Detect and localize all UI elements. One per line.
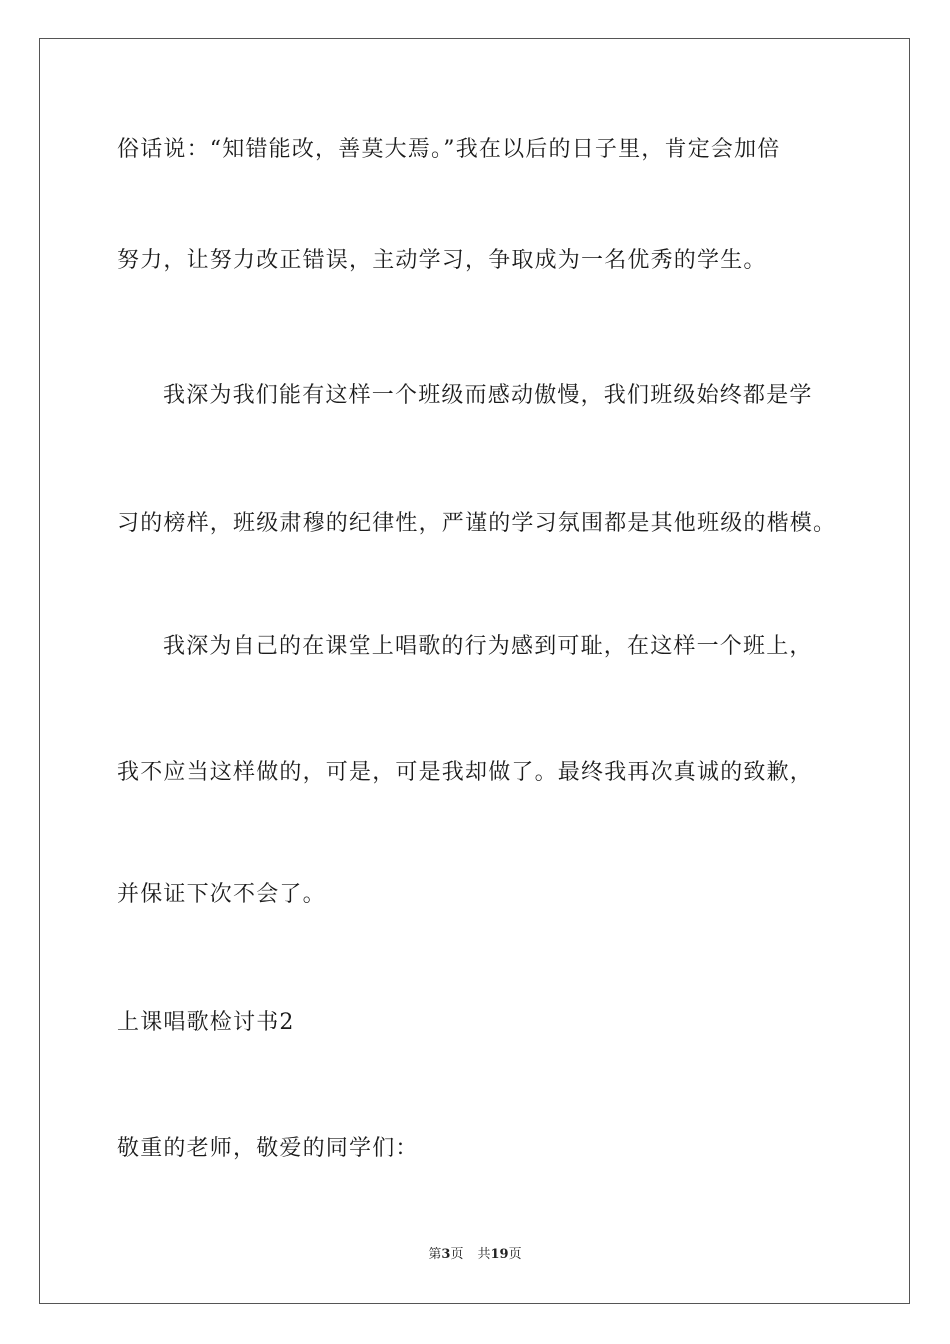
page-border — [39, 38, 910, 1304]
total-pages: 19 — [490, 1247, 509, 1262]
page-footer — [0, 1246, 950, 1264]
body-text-line-2: 努力，让努力改正错误，主动学习，争取成为一名优秀的学生。 — [117, 248, 767, 273]
page-prefix: 第 — [428, 1247, 442, 1262]
body-text-line-1: 俗话说：“知错能改，善莫大焉。”我在以后的日子里，肯定会加倍 — [117, 137, 781, 162]
body-text-line-4: 习的榜样，班级肃穆的纪律性，严谨的学习氛围都是其他班级的楷模。 — [117, 511, 837, 536]
page-number: 3 — [441, 1247, 451, 1262]
body-text-line-3: 我深为我们能有这样一个班级而感动傲慢，我们班级始终都是学 — [163, 383, 813, 408]
body-text-line-7: 并保证下次不会了。 — [117, 882, 326, 907]
page-suffix: 页 — [450, 1247, 464, 1262]
total-prefix: 共 — [477, 1247, 491, 1262]
salutation-line: 敬重的老师，敬爱的同学们： — [117, 1136, 419, 1161]
body-text-line-6: 我不应当这样做的，可是，可是我却做了。最终我再次真诚的致歉， — [117, 760, 814, 785]
body-text-line-5: 我深为自己的在课堂上唱歌的行为感到可耻，在这样一个班上， — [163, 634, 813, 659]
section-heading: 上课唱歌检讨书2 — [117, 1010, 295, 1035]
total-suffix: 页 — [508, 1247, 522, 1262]
